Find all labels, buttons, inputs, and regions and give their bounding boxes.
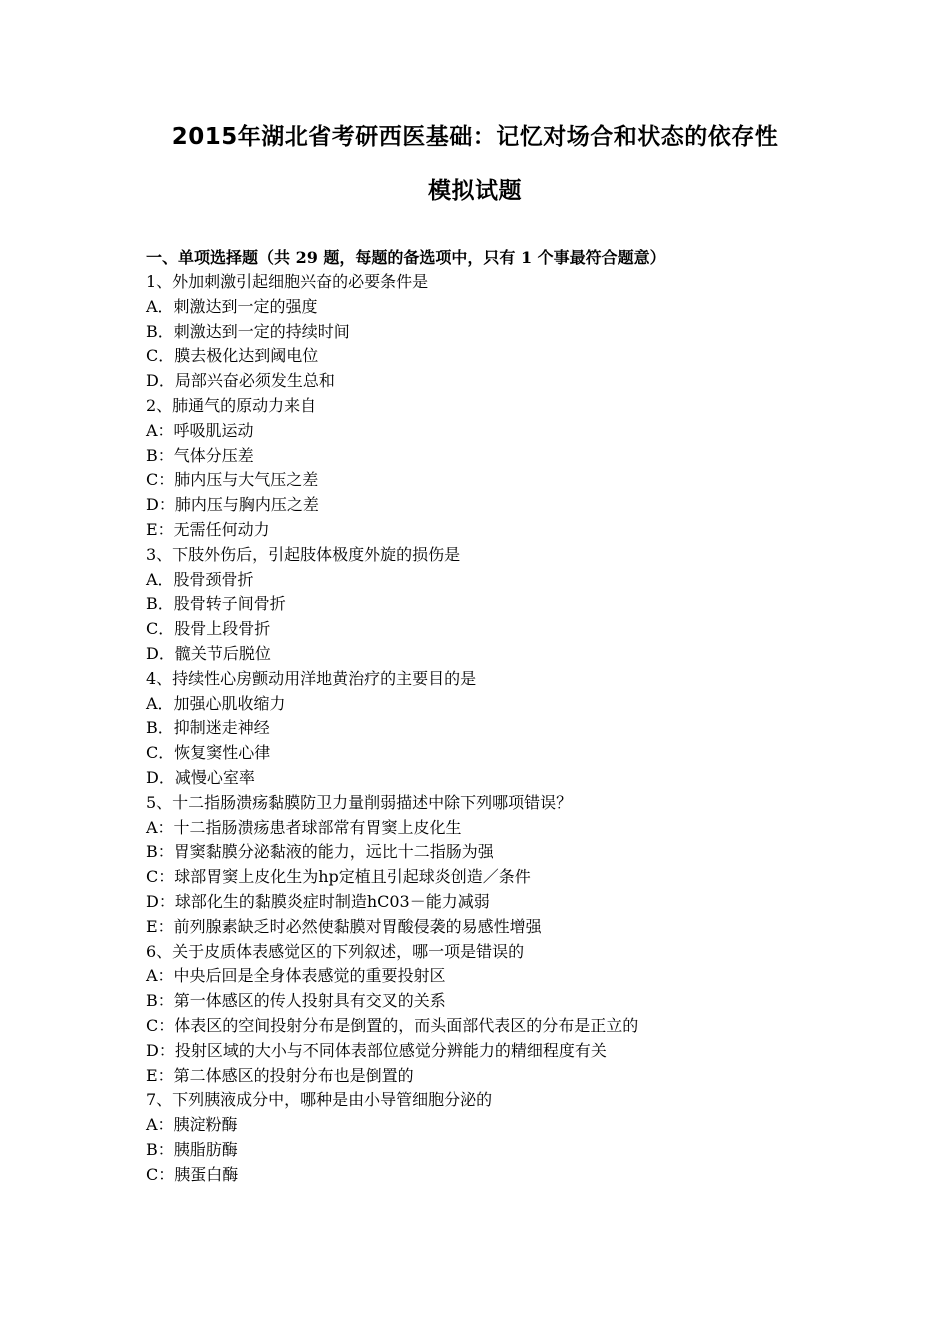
section-header: 一、单项选择题（共 29 题，每题的备选项中，只有 1 个事最符合题意）: [146, 248, 666, 267]
question-line: 3、下肢外伤后，引起肢体极度外旋的损伤是: [146, 544, 461, 564]
question-line: 4、持续性心房颤动用洋地黄治疗的主要目的是: [146, 668, 477, 688]
question-line: A：胰淀粉酶: [146, 1115, 238, 1135]
question-line: 1、外加刺激引起细胞兴奋的必要条件是: [146, 272, 429, 291]
question-line: E：前列腺素缺乏时必然使黏膜对胃酸侵袭的易感性增强: [146, 916, 542, 936]
question-line: E：第二体感区的投射分布也是倒置的: [146, 1065, 414, 1085]
question-line: A：呼吸肌运动: [146, 420, 254, 440]
question-line: B：第一体感区的传人投射具有交叉的关系: [146, 991, 446, 1011]
question-line: C．恢复窦性心律: [146, 743, 271, 763]
question-line: C．股骨上段骨折: [146, 619, 271, 639]
question-line: D．髋关节后脱位: [146, 643, 271, 663]
question-line: C：胰蛋白酶: [146, 1164, 239, 1184]
question-line: 6、关于皮质体表感觉区的下列叙述，哪一项是错误的: [146, 941, 525, 961]
document-title-line-1: 2015年湖北省考研西医基础：记忆对场合和状态的依存性: [171, 124, 779, 150]
question-line: B：胃窦黏膜分泌黏液的能力，远比十二指肠为强: [146, 842, 494, 862]
question-line: B．抑制迷走神经: [146, 718, 270, 738]
question-line: D：肺内压与胸内压之差: [146, 495, 319, 515]
question-line: A：中央后回是全身体表感觉的重要投射区: [146, 966, 446, 986]
document-title-line-2: 模拟试题: [428, 178, 522, 204]
question-line: 5、十二指肠溃疡黏膜防卫力量削弱描述中除下列哪项错误？: [146, 792, 573, 812]
question-line: A：十二指肠溃疡患者球部常有胃窦上皮化生: [146, 817, 462, 837]
question-line: B：胰脂肪酶: [146, 1139, 238, 1159]
question-line: D．局部兴奋必须发生总和: [146, 371, 335, 391]
question-line: C：球部胃窦上皮化生为hp定植且引起球炎创造／条件: [146, 867, 531, 887]
question-lines: [146, 270, 846, 1187]
question-line: 7、下列胰液成分中，哪种是由小导管细胞分泌的: [146, 1090, 493, 1110]
question-line: B：气体分压差: [146, 445, 254, 465]
question-list: [146, 245, 846, 1187]
question-line: A．股骨颈骨折: [146, 569, 254, 589]
question-line: A．加强心肌收缩力: [146, 693, 286, 713]
question-line: D：球部化生的黏膜炎症时制造hC03－能力减弱: [146, 891, 490, 911]
question-line: 2、肺通气的原动力来自: [146, 395, 317, 415]
question-line: C：肺内压与大气压之差: [146, 470, 319, 490]
question-line: C：体表区的空间投射分布是倒置的，而头面部代表区的分布是正立的: [146, 1015, 639, 1035]
question-line: B．刺激达到一定的持续时间: [146, 321, 350, 341]
question-line: D．减慢心室率: [146, 767, 255, 787]
question-line: A．刺激达到一定的强度: [146, 296, 318, 316]
question-line: D：投射区域的大小与不同体表部位感觉分辨能力的精细程度有关: [146, 1040, 607, 1060]
question-line: C．膜去极化达到阈电位: [146, 346, 319, 366]
question-line: E：无需任何动力: [146, 519, 270, 539]
question-line: B．股骨转子间骨折: [146, 594, 286, 614]
